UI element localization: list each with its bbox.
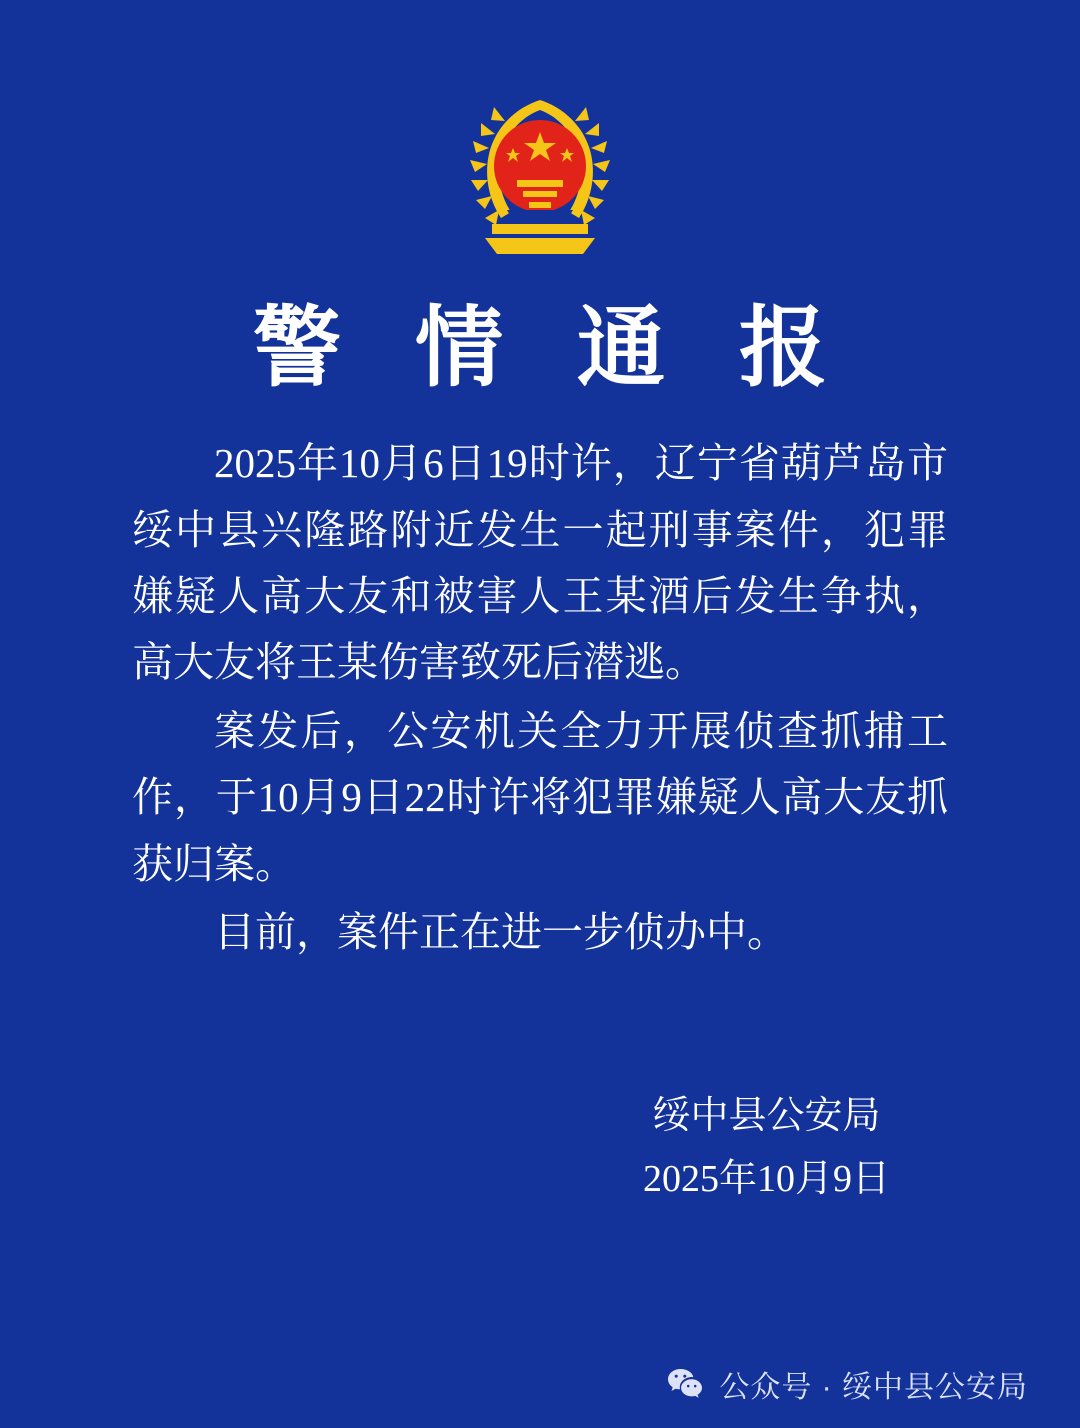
china-police-emblem <box>445 88 635 273</box>
signature-block <box>643 1085 890 1210</box>
body-paragraph-3: 目前，案件正在进一步侦办中。 <box>214 909 788 956</box>
signature-organization: 绥中县公安局 <box>652 1095 881 1137</box>
bulletin-body <box>132 430 948 967</box>
body-paragraph-1: 2025年10月6日19时许，辽宁省葫芦岛市绥中县兴隆路附近发生一起刑事案件，犯罪嫌疑人高大友和被害人王某酒后发生争执，高大友将王某伤害致死后潜逃。 <box>132 440 948 686</box>
body-paragraph-2: 案发后，公安机关全力开展侦查抓捕工作，于10月9日22时许将犯罪嫌疑人高大友抓获归案。 <box>132 707 948 887</box>
footer-text: 公众号 · 绥中县公安局 <box>719 1371 1028 1404</box>
page-title: 警 情 通 报 <box>252 301 853 398</box>
wechat-icon <box>665 1364 705 1404</box>
footer-watermark <box>665 1362 1028 1406</box>
signature-date: 2025年10月9日 <box>642 1157 890 1200</box>
